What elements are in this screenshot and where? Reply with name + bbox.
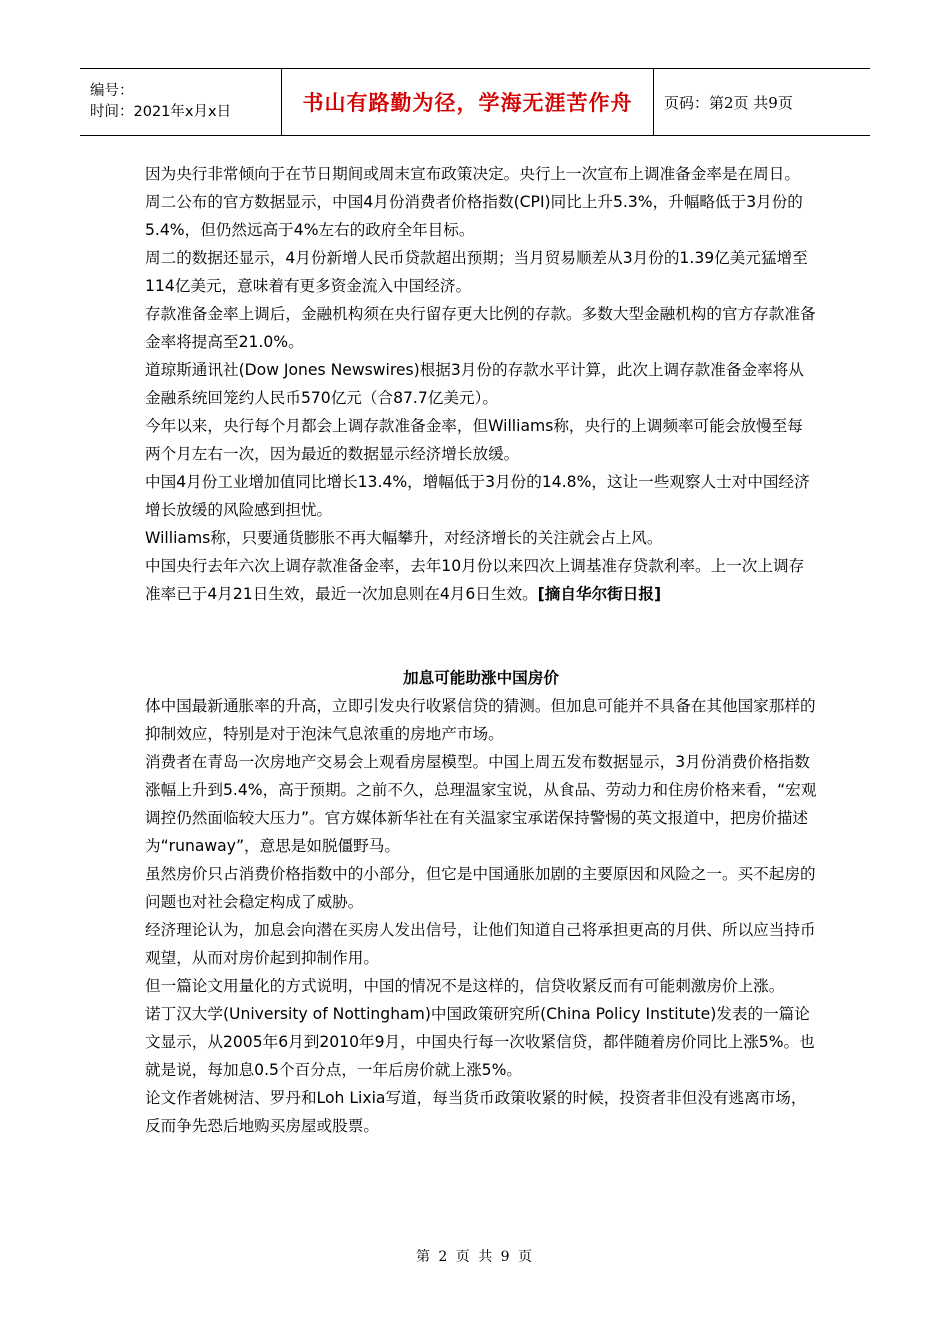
number-label: 编号： bbox=[90, 83, 134, 99]
paragraph: 中国4月份工业增加值同比增长13.4%，增幅低于3月份的14.8%，这让一些观察人士对中国经济增长放缓的风险感到担忧。 bbox=[145, 473, 810, 519]
paragraph: 经济理论认为，加息会向潜在买房人发出信号，让他们知道自己将承担更高的月供、所以应当持币观望，从而对房价起到抑制作用。 bbox=[145, 921, 816, 967]
paragraph: 但一篇论文用量化的方式说明，中国的情况不是这样的，信贷收紧反而有可能刺激房价上涨。 bbox=[145, 977, 785, 995]
paragraph: 论文作者姚树洁、罗丹和Loh Lixia写道，每当货币政策收紧的时候，投资者非但没有逃离市场，反而争先恐后地购买房屋或股票。 bbox=[145, 1089, 807, 1135]
paragraph: Williams称，只要通货膨胀不再大幅攀升，对经济增长的关注就会占上风。 bbox=[145, 529, 663, 547]
paragraph bbox=[145, 552, 817, 608]
page-footer: 第 2 页 共 9 页 bbox=[415, 1249, 535, 1265]
paragraph: 消费者在青岛一次房地产交易会上观看房屋模型。中国上周五发布数据显示，3月份消费价格指数涨幅上升到5.4%，高于预期。之前不久，总理温家宝说，从食品、劳动力和住房价格来看，“宏观调控仍然面临较大压力”。官方媒体新华社在有关温家宝承诺保持警惕的英文报道中，把房价描述为“runaway”，意思是如脱僵野马。 bbox=[145, 753, 817, 855]
paragraph-text: 中国央行去年六次上调存款准备金率，去年10月份以来四次上调基准存贷款利率。上一次上调存准率已于4月21日生效，最近一次加息则在4月6日生效。 bbox=[145, 557, 805, 603]
paragraph: 道琼斯通讯社(Dow Jones Newswires)根据3月份的存款水平计算，此次上调存款准备金率将从金融系统回笼约人民币570亿元（合87.7亿美元）。 bbox=[145, 361, 804, 407]
paragraph: 体中国最新通胀率的升高，立即引发央行收紧信贷的猜测。但加息可能并不具备在其他国家那样的抑制效应，特别是对于泡沫气息浓重的房地产市场。 bbox=[145, 697, 816, 743]
article-title: 加息可能助涨中国房价 bbox=[403, 669, 559, 687]
paragraph: 诺丁汉大学(University of Nottingham)中国政策研究所(China Policy Institute)发表的一篇论文显示，从2005年6月到2010年9月，中国央行每一次收紧信贷，都伴随着房价同比上涨5%。也就是说，每加息0.5个百分点，一年后房价就上涨5%。 bbox=[145, 1005, 815, 1079]
paragraph: 虽然房价只占消费价格指数中的小部分，但它是中国通胀加剧的主要原因和风险之一。买不起房的问题也对社会稳定构成了威胁。 bbox=[145, 865, 816, 911]
paragraph: 周二的数据还显示，4月份新增人民币贷款超出预期；当月贸易顺差从3月份的1.39亿美元猛增至114亿美元，意味着有更多资金流入中国经济。 bbox=[145, 249, 808, 295]
source-note: [摘自华尔街日报] bbox=[537, 585, 662, 603]
date-label: 时间：2021年x月x日 bbox=[90, 104, 232, 120]
page-header bbox=[80, 68, 870, 136]
paragraph: 今年以来，央行每个月都会上调存款准备金率，但Williams称，央行的上调频率可能会放慢至每两个月左右一次，因为最近的数据显示经济增长放缓。 bbox=[145, 417, 803, 463]
paragraph: 周二公布的官方数据显示，中国4月份消费者价格指数(CPI)同比上升5.3%，升幅略低于3月份的5.4%，但仍然远高于4%左右的政府全年目标。 bbox=[145, 193, 803, 239]
header-motto: 书山有路勤为径，学海无涯苦作舟 bbox=[282, 69, 654, 135]
paragraph: 存款准备金率上调后，金融机构须在央行留存更大比例的存款。多数大型金融机构的官方存款准备金率将提高至21.0%。 bbox=[145, 305, 816, 351]
document-body bbox=[145, 160, 817, 1140]
header-page-info: 页码：第2页 共9页 bbox=[664, 93, 793, 112]
paragraph: 因为央行非常倾向于在节日期间或周末宣布政策决定。央行上一次宣布上调准备金率是在周日。 bbox=[145, 165, 800, 183]
header-meta bbox=[80, 69, 282, 135]
